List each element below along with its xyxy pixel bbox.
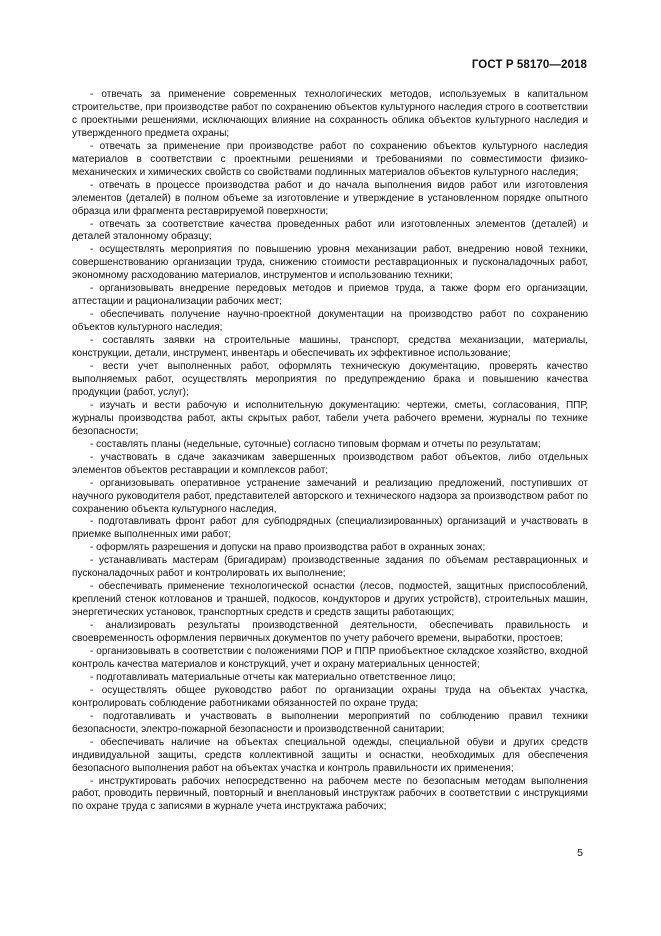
document-body <box>72 89 588 814</box>
list-item: - вести учет выполненных работ, оформлять техническую документацию, проверять качество выполняемых работ, осуществлять мероприятия по предупреждению брака и повышению качества продукции (работ, услуг); <box>72 361 588 398</box>
list-item: - участвовать в сдаче заказчикам завершенных производством работ объектов, либо отдельных элементов объектов реставрации и комплексов работ; <box>72 451 588 476</box>
list-item: - отвечать за соответствие качества проведенных работ или изготовленных элементов (деталей) и деталей эталонному образцу; <box>72 218 588 243</box>
list-item: - составлять планы (недельные, суточные) согласно типовым формам и отчеты по результатам; <box>90 438 541 450</box>
list-item: - организовывать в соответствии с положениями ПОР и ППР приобъектное складское хозяйство, входной контроль качества материалов и конструкций, учет и охрану материальных ценностей; <box>72 645 588 670</box>
list-item: - оформлять разрешения и допуски на право производства работ в охранных зонах; <box>90 542 486 554</box>
list-item: - составлять заявки на строительные машины, транспорт, средства механизации, материалы, конструкции, детали, инструмент, инвентарь и обеспечивать их эффективное использование; <box>72 335 588 360</box>
list-item: - организовывать внедрение передовых методов и приемов труда, а также форм его организации, аттестации и рационализации рабочих мест; <box>72 283 588 308</box>
list-item: - осуществлять общее руководство работ по организации охраны труда на объектах участка, контролировать соблюдение работниками обязанностей по охране труда; <box>72 684 588 709</box>
list-item: - осуществлять мероприятия по повышению уровня механизации работ, внедрению новой техники, совершенствованию организации труда, снижению стоимости реставрационных и пусконаладочных работ, экономному расходованию материалов, инструментов и использованию техники; <box>72 244 588 282</box>
page-number: 5 <box>577 847 583 859</box>
list-item: - устанавливать мастерам (бригадирам) производственные задания по объемам реставрационных и пусконаладочных работ и контролировать их выполнение; <box>72 555 588 580</box>
list-item: - отвечать за применение при производстве работ по сохранению объектов культурного наследия материалов в соответствии с проектными решениями и требованиями по совместимости физико-механических и химических свойств со свойствами подлинных материалов объектов культурного наследия; <box>72 140 588 178</box>
list-item: - обеспечивать наличие на объектах специальной одежды, специальной обуви и других средств индивидуальной защиты, средств коллективной защиты и оснастки, необходимых для обеспечения безопасного выполнения работ на объектах участка и контроль правильности их применения; <box>72 736 588 774</box>
list-item: - отвечать за применение современных технологических методов, используемых в капитальном строительстве, при производстве работ по сохранению объектов культурного наследия строго в соответствии с проектными решениями, исключающих влияние на сохранность облика объектов культурного наследия и утвержденного предмета охраны; <box>72 89 588 139</box>
list-item: - изучать и вести рабочую и исполнительную документацию: чертежи, сметы, согласования, ППР, журналы производства работ, акты скрытых работ, табели учета рабочего времени, журналы по технике безопасности; <box>72 399 588 437</box>
list-item: - обеспечивать получение научно-проектной документации на производство работ по сохранению объектов культурного наследия; <box>72 309 588 334</box>
list-item: - подготавливать материальные отчеты как материально ответственное лицо; <box>90 671 456 683</box>
list-item: - отвечать в процессе производства работ и до начала выполнения видов работ или изготовления элементов (деталей) в полном объеме за изготовление и утверждение в установленном порядке опытного образца или фрагмента реставрируемой поверхности; <box>72 179 588 217</box>
list-item: - подготавливать фронт работ для субподрядных (специализированных) организаций и участвовать в приемке выполненных ими работ; <box>72 516 588 541</box>
list-item: - инструктировать рабочих непосредственно на рабочем месте по безопасным методам выполнения работ, проводить первичный, повторный и внеплановый инструктаж рабочих в соответствии с инструкциями по охране труда с записями в журнале учета инструктажа рабочих; <box>72 775 588 813</box>
list-item: - анализировать результаты производственной деятельности, обеспечивать правильность и своевременность оформления первичных документов по учету рабочего времени, выработки, простоев; <box>72 620 588 645</box>
list-item: - подготавливать и участвовать в выполнении мероприятий по соблюдению правил техники безопасности, электро-пожарной безопасности и производственной санитарии; <box>72 710 588 735</box>
list-item: - обеспечивать применение технологической оснастки (лесов, подмостей, защитных приспособлений, креплений стенок котлованов и траншей, подкосов, кондукторов и других устройств), строительных машин, энергетических установок, транспортных средств и средств защиты работающих; <box>72 581 588 619</box>
standard-header: ГОСТ Р 58170—2018 <box>471 59 587 71</box>
list-item: - организовывать оперативное устранение замечаний и реализацию предложений, поступивших от научного руководителя работ, представителей авторского и технического надзора за производством работ по сохранению объекта культурного наследия, <box>72 477 588 515</box>
